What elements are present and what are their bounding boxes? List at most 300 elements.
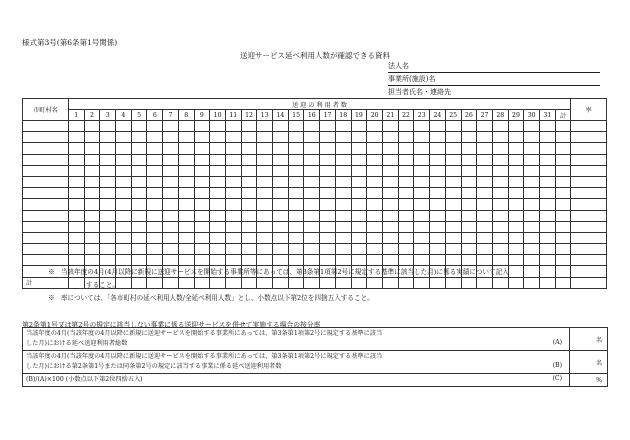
corporation-name-field[interactable]: 法人名 [388, 61, 600, 73]
table-cell[interactable] [555, 143, 570, 154]
table-cell[interactable] [540, 165, 556, 176]
table-cell[interactable] [540, 221, 556, 232]
table-cell[interactable] [257, 221, 273, 232]
table-cell[interactable] [571, 176, 607, 187]
table-cell[interactable] [288, 143, 304, 154]
table-cell[interactable] [524, 165, 540, 176]
table-cell[interactable] [492, 132, 508, 143]
table-cell[interactable] [320, 199, 336, 210]
table-cell[interactable] [445, 165, 461, 176]
table-cell[interactable] [288, 188, 304, 199]
total-cell[interactable] [414, 277, 430, 288]
table-cell[interactable] [273, 255, 289, 266]
table-cell[interactable] [540, 210, 556, 221]
table-cell[interactable] [163, 221, 179, 232]
table-cell[interactable] [461, 210, 477, 221]
table-cell[interactable] [23, 176, 69, 187]
table-cell[interactable] [225, 244, 241, 255]
table-cell[interactable] [508, 221, 524, 232]
table-cell[interactable] [555, 255, 570, 266]
table-cell[interactable] [273, 199, 289, 210]
table-cell[interactable] [178, 165, 194, 176]
table-cell[interactable] [116, 244, 132, 255]
table-cell[interactable] [351, 165, 367, 176]
table-cell[interactable] [367, 121, 383, 132]
table-cell[interactable] [68, 165, 84, 176]
table-cell[interactable] [351, 199, 367, 210]
table-cell[interactable] [398, 165, 414, 176]
table-cell[interactable] [320, 188, 336, 199]
total-cell[interactable] [210, 277, 226, 288]
table-cell[interactable] [257, 232, 273, 243]
table-cell[interactable] [335, 132, 351, 143]
table-cell[interactable] [508, 154, 524, 165]
table-cell[interactable] [163, 210, 179, 221]
table-cell[interactable] [163, 165, 179, 176]
table-cell[interactable] [540, 132, 556, 143]
table-cell[interactable] [194, 176, 210, 187]
table-cell[interactable] [524, 143, 540, 154]
table-cell[interactable] [445, 176, 461, 187]
table-cell[interactable] [382, 221, 398, 232]
table-cell[interactable] [445, 232, 461, 243]
table-cell[interactable] [257, 188, 273, 199]
table-cell[interactable] [84, 199, 100, 210]
table-cell[interactable] [147, 176, 163, 187]
table-cell[interactable] [68, 199, 84, 210]
table-cell[interactable] [414, 244, 430, 255]
table-cell[interactable] [163, 143, 179, 154]
table-cell[interactable] [194, 121, 210, 132]
table-cell[interactable] [288, 199, 304, 210]
table-cell[interactable] [508, 266, 524, 277]
table-cell[interactable] [210, 154, 226, 165]
table-cell[interactable] [477, 199, 493, 210]
table-cell[interactable] [163, 154, 179, 165]
table-cell[interactable] [304, 143, 320, 154]
table-cell[interactable] [147, 232, 163, 243]
table-cell[interactable] [382, 165, 398, 176]
table-cell[interactable] [68, 132, 84, 143]
table-cell[interactable] [430, 255, 446, 266]
table-cell[interactable] [430, 132, 446, 143]
table-cell[interactable] [304, 188, 320, 199]
table-cell[interactable] [68, 176, 84, 187]
table-cell[interactable] [398, 143, 414, 154]
table-cell[interactable] [351, 154, 367, 165]
total-cell[interactable] [304, 277, 320, 288]
total-cell[interactable] [68, 277, 84, 288]
table-cell[interactable] [382, 154, 398, 165]
table-cell[interactable] [147, 244, 163, 255]
table-cell[interactable] [477, 232, 493, 243]
table-cell[interactable] [210, 121, 226, 132]
table-cell[interactable] [382, 188, 398, 199]
table-cell[interactable] [555, 188, 570, 199]
contact-person-field[interactable]: 担当者氏名・連絡先 [388, 87, 600, 99]
table-cell[interactable] [382, 132, 398, 143]
total-cell[interactable] [147, 277, 163, 288]
table-cell[interactable] [414, 199, 430, 210]
table-cell[interactable] [445, 255, 461, 266]
table-cell[interactable] [351, 232, 367, 243]
table-cell[interactable] [288, 121, 304, 132]
table-cell[interactable] [414, 121, 430, 132]
table-cell[interactable] [445, 221, 461, 232]
table-cell[interactable] [461, 154, 477, 165]
total-cell[interactable] [508, 277, 524, 288]
table-cell[interactable] [273, 121, 289, 132]
table-cell[interactable] [194, 132, 210, 143]
table-cell[interactable] [445, 132, 461, 143]
total-cell[interactable] [320, 277, 336, 288]
table-cell[interactable] [304, 232, 320, 243]
table-cell[interactable] [241, 176, 257, 187]
table-cell[interactable] [445, 154, 461, 165]
table-cell[interactable] [178, 221, 194, 232]
table-cell[interactable] [210, 221, 226, 232]
table-cell[interactable] [320, 176, 336, 187]
table-cell[interactable] [382, 210, 398, 221]
table-cell[interactable] [304, 210, 320, 221]
table-cell[interactable] [178, 121, 194, 132]
table-cell[interactable] [194, 255, 210, 266]
table-cell[interactable] [430, 154, 446, 165]
table-cell[interactable] [178, 188, 194, 199]
table-cell[interactable] [320, 221, 336, 232]
table-cell[interactable] [461, 165, 477, 176]
table-cell[interactable] [571, 154, 607, 165]
table-cell[interactable] [571, 199, 607, 210]
table-cell[interactable] [477, 165, 493, 176]
table-cell[interactable] [555, 165, 570, 176]
table-cell[interactable] [398, 221, 414, 232]
table-cell[interactable] [524, 132, 540, 143]
table-cell[interactable] [445, 143, 461, 154]
table-cell[interactable] [116, 188, 132, 199]
table-cell[interactable] [430, 165, 446, 176]
table-cell[interactable] [23, 121, 69, 132]
table-cell[interactable] [304, 199, 320, 210]
table-cell[interactable] [540, 266, 556, 277]
table-cell[interactable] [241, 199, 257, 210]
table-cell[interactable] [477, 255, 493, 266]
table-cell[interactable] [555, 121, 570, 132]
table-cell[interactable] [524, 244, 540, 255]
table-cell[interactable] [288, 176, 304, 187]
table-cell[interactable] [147, 154, 163, 165]
table-cell[interactable] [225, 255, 241, 266]
table-cell[interactable] [147, 210, 163, 221]
table-cell[interactable] [257, 199, 273, 210]
table-cell[interactable] [335, 121, 351, 132]
table-cell[interactable] [131, 221, 147, 232]
table-cell[interactable] [100, 255, 116, 266]
table-cell[interactable] [555, 266, 570, 277]
table-cell[interactable] [163, 255, 179, 266]
table-cell[interactable] [194, 154, 210, 165]
table-cell[interactable] [288, 244, 304, 255]
total-cell[interactable] [382, 277, 398, 288]
table-cell[interactable] [84, 143, 100, 154]
table-cell[interactable] [351, 255, 367, 266]
table-cell[interactable] [257, 210, 273, 221]
table-cell[interactable] [555, 176, 570, 187]
table-cell[interactable] [68, 143, 84, 154]
table-cell[interactable] [163, 176, 179, 187]
table-cell[interactable] [257, 154, 273, 165]
table-cell[interactable] [288, 154, 304, 165]
table-cell[interactable] [116, 132, 132, 143]
table-cell[interactable] [367, 244, 383, 255]
table-cell[interactable] [367, 188, 383, 199]
table-cell[interactable] [492, 232, 508, 243]
table-cell[interactable] [84, 188, 100, 199]
table-cell[interactable] [540, 121, 556, 132]
table-cell[interactable] [382, 143, 398, 154]
table-cell[interactable] [100, 244, 116, 255]
table-cell[interactable] [84, 244, 100, 255]
table-cell[interactable] [492, 210, 508, 221]
table-cell[interactable] [210, 210, 226, 221]
table-cell[interactable] [492, 221, 508, 232]
table-cell[interactable] [84, 154, 100, 165]
table-cell[interactable] [461, 255, 477, 266]
table-cell[interactable] [382, 199, 398, 210]
table-cell[interactable] [508, 199, 524, 210]
table-cell[interactable] [555, 244, 570, 255]
table-cell[interactable] [288, 255, 304, 266]
table-cell[interactable] [147, 221, 163, 232]
table-cell[interactable] [335, 210, 351, 221]
table-cell[interactable] [477, 132, 493, 143]
total-cell[interactable] [273, 277, 289, 288]
table-cell[interactable] [178, 255, 194, 266]
table-cell[interactable] [131, 165, 147, 176]
table-cell[interactable] [398, 188, 414, 199]
table-cell[interactable] [100, 210, 116, 221]
table-cell[interactable] [461, 232, 477, 243]
table-cell[interactable] [100, 221, 116, 232]
total-cell[interactable] [131, 277, 147, 288]
table-cell[interactable] [225, 143, 241, 154]
table-cell[interactable] [178, 232, 194, 243]
table-cell[interactable] [320, 132, 336, 143]
table-cell[interactable] [131, 199, 147, 210]
table-cell[interactable] [492, 154, 508, 165]
table-cell[interactable] [178, 132, 194, 143]
table-cell[interactable] [335, 165, 351, 176]
table-cell[interactable] [367, 154, 383, 165]
table-cell[interactable] [414, 143, 430, 154]
table-cell[interactable] [100, 143, 116, 154]
table-cell[interactable] [430, 221, 446, 232]
table-cell[interactable] [335, 244, 351, 255]
table-cell[interactable] [241, 210, 257, 221]
table-cell[interactable] [398, 210, 414, 221]
table-cell[interactable] [147, 255, 163, 266]
table-cell[interactable] [414, 132, 430, 143]
table-cell[interactable] [524, 266, 540, 277]
total-cell[interactable] [241, 277, 257, 288]
table-cell[interactable] [131, 176, 147, 187]
total-cell[interactable] [351, 277, 367, 288]
table-cell[interactable] [540, 232, 556, 243]
total-cell[interactable] [445, 277, 461, 288]
table-cell[interactable] [257, 176, 273, 187]
table-cell[interactable] [147, 199, 163, 210]
table-cell[interactable] [430, 210, 446, 221]
table-cell[interactable] [178, 244, 194, 255]
table-cell[interactable] [84, 132, 100, 143]
table-cell[interactable] [555, 199, 570, 210]
total-cell[interactable] [430, 277, 446, 288]
table-cell[interactable] [23, 154, 69, 165]
table-cell[interactable] [241, 154, 257, 165]
table-cell[interactable] [304, 244, 320, 255]
table-cell[interactable] [445, 244, 461, 255]
table-cell[interactable] [131, 232, 147, 243]
table-cell[interactable] [320, 232, 336, 243]
table-cell[interactable] [116, 143, 132, 154]
table-cell[interactable] [414, 154, 430, 165]
total-cell[interactable] [555, 277, 570, 288]
table-cell[interactable] [461, 143, 477, 154]
table-cell[interactable] [414, 176, 430, 187]
table-cell[interactable] [241, 165, 257, 176]
table-cell[interactable] [430, 188, 446, 199]
table-cell[interactable] [477, 176, 493, 187]
table-cell[interactable] [335, 199, 351, 210]
table-cell[interactable] [398, 121, 414, 132]
table-cell[interactable] [147, 188, 163, 199]
table-cell[interactable] [555, 221, 570, 232]
table-cell[interactable] [178, 210, 194, 221]
table-cell[interactable] [351, 143, 367, 154]
table-cell[interactable] [414, 188, 430, 199]
table-cell[interactable] [335, 176, 351, 187]
table-cell[interactable] [571, 244, 607, 255]
table-cell[interactable] [351, 210, 367, 221]
table-cell[interactable] [367, 165, 383, 176]
table-cell[interactable] [178, 176, 194, 187]
table-cell[interactable] [540, 188, 556, 199]
table-cell[interactable] [430, 176, 446, 187]
table-cell[interactable] [194, 221, 210, 232]
table-cell[interactable] [555, 210, 570, 221]
table-cell[interactable] [398, 132, 414, 143]
table-cell[interactable] [68, 210, 84, 221]
table-cell[interactable] [194, 199, 210, 210]
table-cell[interactable] [225, 165, 241, 176]
table-cell[interactable] [524, 188, 540, 199]
table-cell[interactable] [335, 232, 351, 243]
table-cell[interactable] [84, 232, 100, 243]
table-cell[interactable] [524, 199, 540, 210]
table-cell[interactable] [492, 121, 508, 132]
table-cell[interactable] [461, 221, 477, 232]
table-cell[interactable] [23, 210, 69, 221]
table-cell[interactable] [23, 255, 69, 266]
table-cell[interactable] [524, 154, 540, 165]
table-cell[interactable] [414, 210, 430, 221]
table-cell[interactable] [540, 176, 556, 187]
table-cell[interactable] [367, 132, 383, 143]
table-cell[interactable] [257, 132, 273, 143]
table-cell[interactable] [288, 210, 304, 221]
table-cell[interactable] [210, 165, 226, 176]
table-cell[interactable] [100, 132, 116, 143]
table-cell[interactable] [68, 121, 84, 132]
table-cell[interactable] [524, 221, 540, 232]
table-cell[interactable] [351, 176, 367, 187]
table-cell[interactable] [508, 165, 524, 176]
table-cell[interactable] [320, 165, 336, 176]
table-cell[interactable] [194, 210, 210, 221]
table-cell[interactable] [477, 121, 493, 132]
table-cell[interactable] [241, 121, 257, 132]
table-cell[interactable] [210, 232, 226, 243]
table-cell[interactable] [147, 165, 163, 176]
table-cell[interactable] [508, 176, 524, 187]
table-cell[interactable] [241, 221, 257, 232]
table-cell[interactable] [210, 244, 226, 255]
table-cell[interactable] [131, 132, 147, 143]
table-cell[interactable] [430, 199, 446, 210]
table-cell[interactable] [225, 188, 241, 199]
table-cell[interactable] [320, 143, 336, 154]
table-cell[interactable] [304, 132, 320, 143]
table-cell[interactable] [288, 232, 304, 243]
table-cell[interactable] [445, 199, 461, 210]
table-cell[interactable] [540, 154, 556, 165]
table-cell[interactable] [147, 132, 163, 143]
table-cell[interactable] [398, 244, 414, 255]
table-cell[interactable] [571, 188, 607, 199]
table-cell[interactable] [210, 176, 226, 187]
table-cell[interactable] [555, 154, 570, 165]
table-cell[interactable] [100, 199, 116, 210]
table-cell[interactable] [273, 244, 289, 255]
table-cell[interactable] [398, 199, 414, 210]
table-cell[interactable] [225, 121, 241, 132]
table-cell[interactable] [194, 165, 210, 176]
table-cell[interactable] [273, 154, 289, 165]
table-cell[interactable] [131, 210, 147, 221]
table-cell[interactable] [225, 132, 241, 143]
table-cell[interactable] [508, 232, 524, 243]
table-cell[interactable] [84, 121, 100, 132]
table-cell[interactable] [492, 188, 508, 199]
table-cell[interactable] [131, 121, 147, 132]
table-cell[interactable] [225, 176, 241, 187]
table-cell[interactable] [304, 176, 320, 187]
table-cell[interactable] [23, 199, 69, 210]
table-cell[interactable] [571, 232, 607, 243]
table-cell[interactable] [508, 188, 524, 199]
table-cell[interactable] [241, 188, 257, 199]
table-cell[interactable] [492, 176, 508, 187]
table-cell[interactable] [430, 121, 446, 132]
table-cell[interactable] [492, 165, 508, 176]
table-cell[interactable] [367, 210, 383, 221]
table-cell[interactable] [540, 199, 556, 210]
table-cell[interactable] [461, 199, 477, 210]
table-cell[interactable] [100, 165, 116, 176]
table-cell[interactable] [163, 132, 179, 143]
table-cell[interactable] [477, 188, 493, 199]
table-cell[interactable] [257, 165, 273, 176]
